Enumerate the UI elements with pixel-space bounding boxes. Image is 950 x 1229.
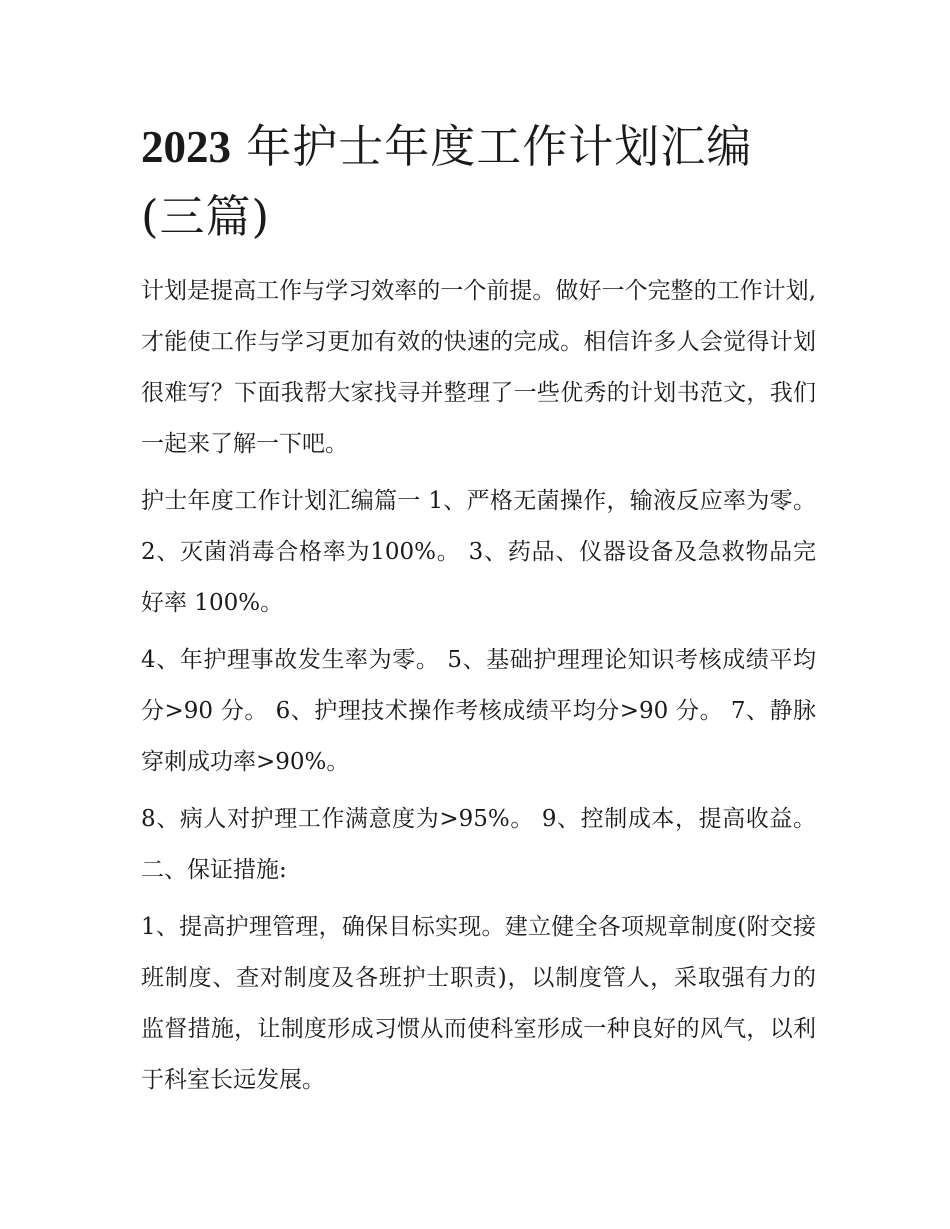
title-year: 2023 [141, 122, 231, 172]
intro-paragraph: 计划是提高工作与学习效率的一个前提。做好一个完整的工作计划,才能使工作与学习更加有效的快速的完成。相信许多人会觉得计划很难写？下面我帮大家找寻并整理了一些优秀的计划书范文，我们一起来了解一下吧。 [141, 278, 816, 457]
goals-paragraph-1: 护士年度工作计划汇编篇一 1、严格无菌操作，输液反应率为零。 2、灭菌消毒合格率为100%。 3、药品、仪器设备及急救物品完好率 100%。 [141, 488, 816, 616]
document-page [141, 112, 816, 1112]
measures-paragraph-1: 1、提高护理管理，确保目标实现。建立健全各项规章制度(附交接班制度、查对制度及各班护士职责)，以制度管人，采取强有力的监督措施，让制度形成习惯从而使科室形成一种良好的风气，以利于科室长远发展。 [141, 914, 816, 1093]
document-title [141, 112, 816, 252]
goals-paragraph-2: 4、年护理事故发生率为零。 5、基础护理理论知识考核成绩平均分>90 分。 6、护理技术操作考核成绩平均分>90 分。 7、静脉穿刺成功率>90%。 [141, 647, 816, 775]
goals-paragraph-3: 8、病人对护理工作满意度为>95%。 9、控制成本，提高收益。 二、保证措施: [141, 806, 816, 883]
title-text: 年护士年度工作计划汇编(三篇) [141, 120, 753, 243]
